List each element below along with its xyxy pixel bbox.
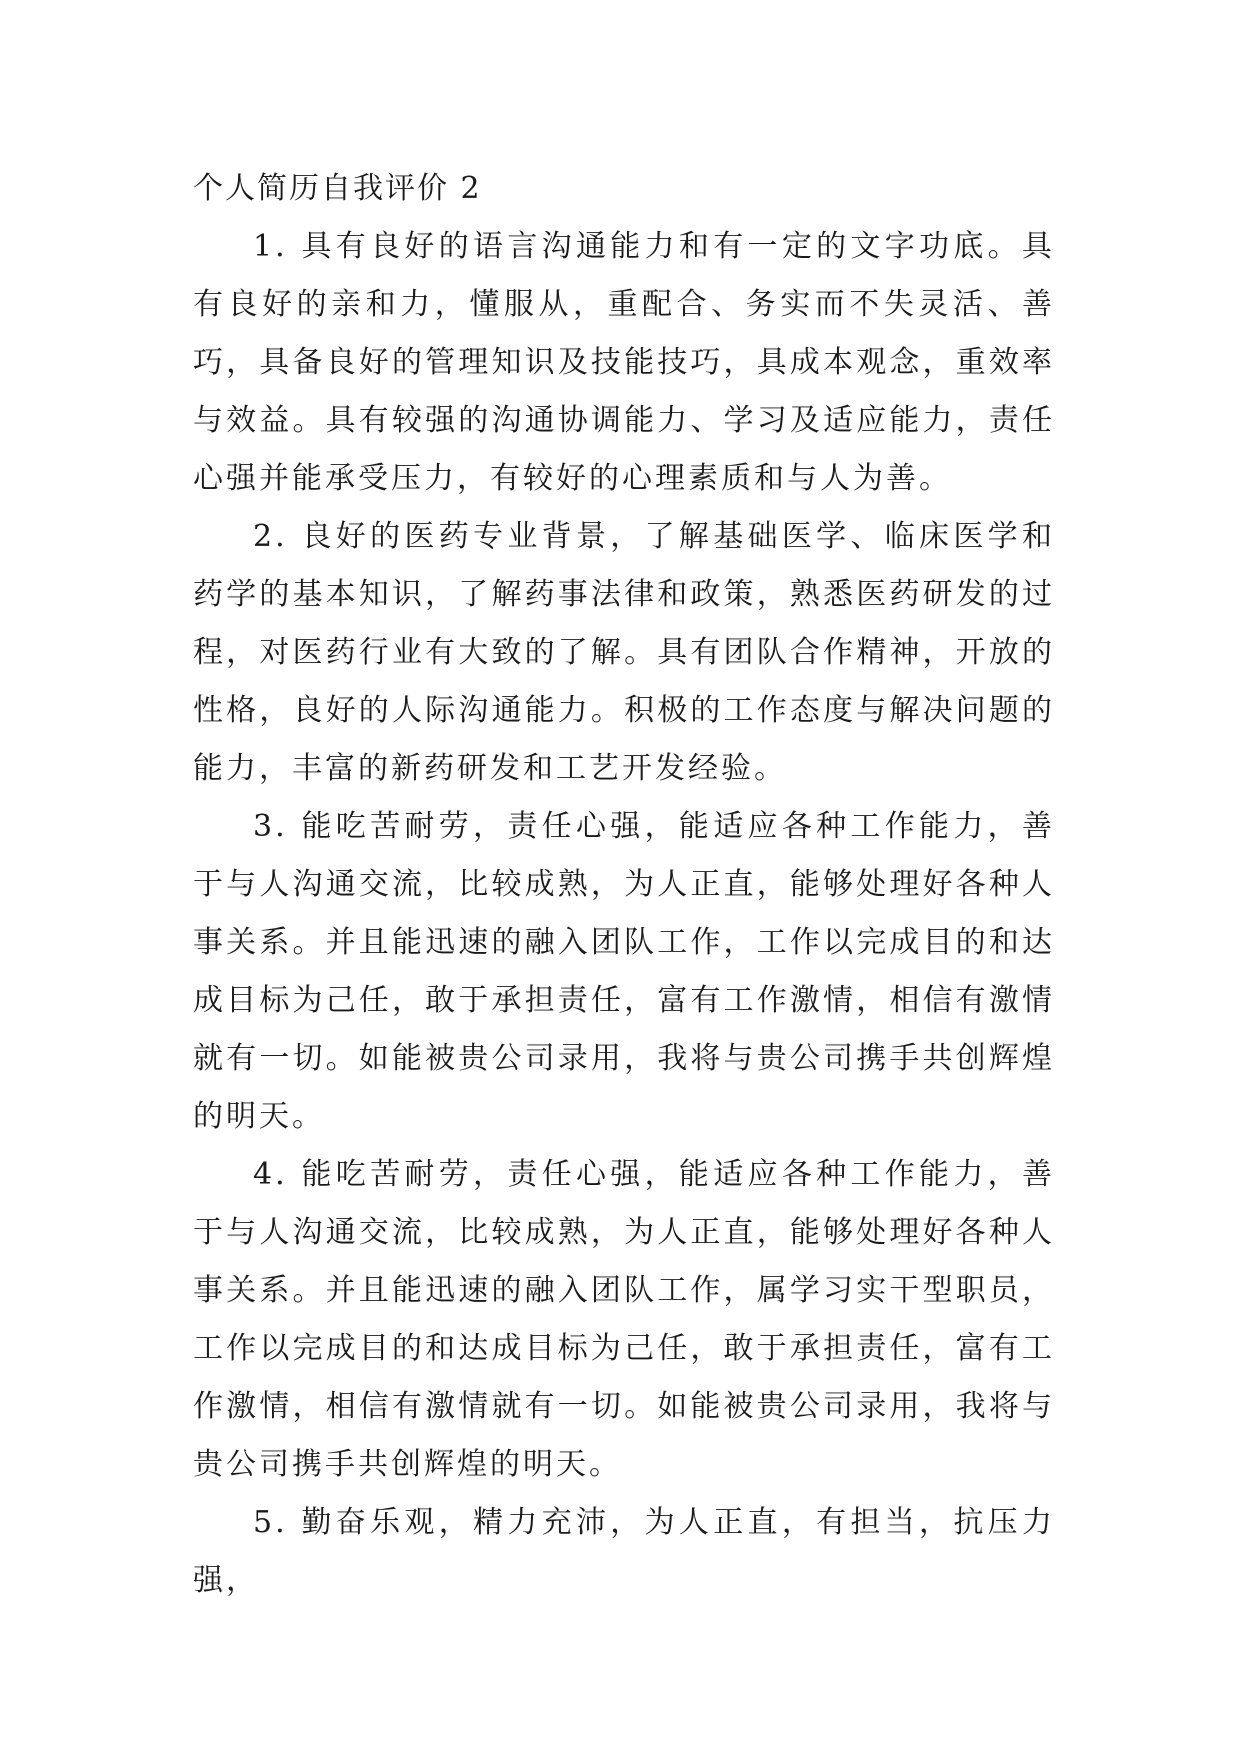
paragraph-3: 3. 能吃苦耐劳，责任心强，能适应各种工作能力，善于与人沟通交流，比较成熟，为人正直，能够处理好各种人事关系。并且能迅速的融入团队工作，工作以完成目的和达成目标为己任，敢于承担责任，富有工作激情，相信有激情就有一切。如能被贵公司录用，我将与贵公司携手共创辉煌的明天。 bbox=[193, 809, 1055, 1134]
paragraph-5: 5. 勤奋乐观，精力充沛，为人正直，有担当，抗压力强， bbox=[193, 1505, 1055, 1598]
paragraph-2: 2. 良好的医药专业背景，了解基础医学、临床医学和药学的基本知识，了解药事法律和政策，熟悉医药研发的过程，对医药行业有大致的了解。具有团队合作精神，开放的性格，良好的人际沟通能力。积极的工作态度与解决问题的能力，丰富的新药研发和工艺开发经验。 bbox=[193, 519, 1055, 786]
document-title: 个人简历自我评价 2 bbox=[193, 171, 482, 206]
paragraph-4: 4. 能吃苦耐劳，责任心强，能适应各种工作能力，善于与人沟通交流，比较成熟，为人正直，能够处理好各种人事关系。并且能迅速的融入团队工作，属学习实干型职员，工作以完成目的和达成目标为己任，敢于承担责任，富有工作激情，相信有激情就有一切。如能被贵公司录用，我将与贵公司携手共创辉煌的明天。 bbox=[193, 1157, 1055, 1482]
paragraph-1: 1. 具有良好的语言沟通能力和有一定的文字功底。具有良好的亲和力，懂服从，重配合、务实而不失灵活、善巧，具备良好的管理知识及技能技巧，具成本观念，重效率与效益。具有较强的沟通协调能力、学习及适应能力，责任心强并能承受压力，有较好的心理素质和与人为善。 bbox=[193, 229, 1055, 496]
document-body bbox=[193, 160, 1055, 1610]
